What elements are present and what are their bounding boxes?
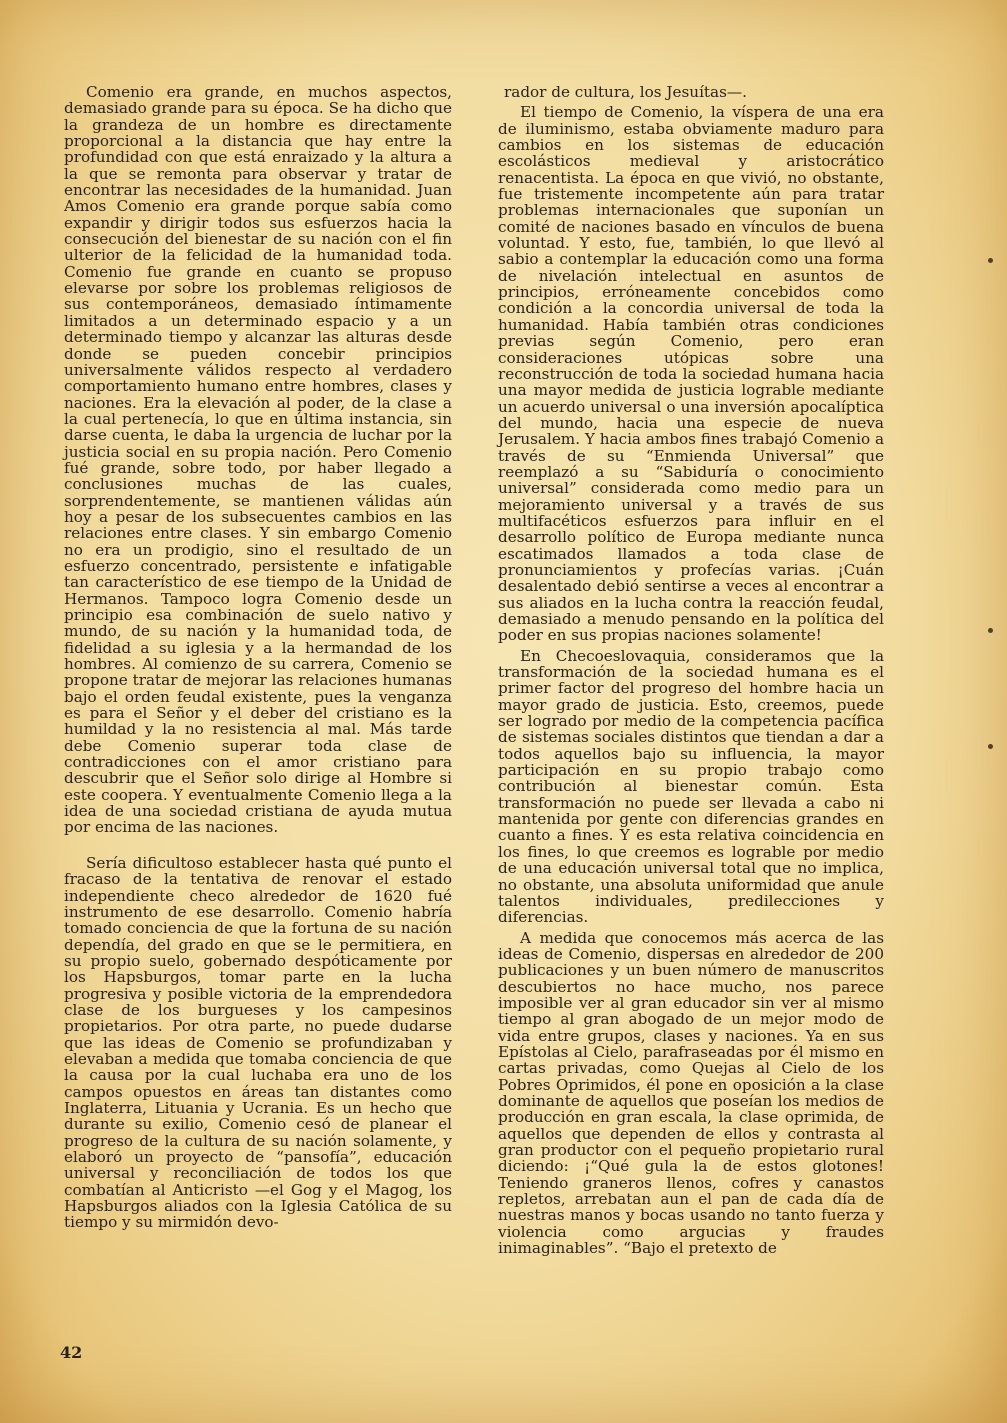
- paragraph: En Checoeslovaquia, consideramos que la transformación de la sociedad humana es el primer factor del progreso del hombre hacia un mayor grado de justicia. Esto, creemos, puede ser logrado por medio de la competencia pacífica de sistemas sociales distintos que tiendan a dar a todos aquellos bajo su influencia, la mayor participación en su propio trabajo como contribución al bienestar común. Esta transformación no puede ser llevada a cabo ni mantenida por gente con diferencias grandes en cuanto a fines. Y es esta relativa coincidencia en los fines, lo que creemos es lograble por medio de una educación universal total que no implica, no obstante, una absoluta uniformidad que anule talentos individuales, predilecciones y diferencias.: [498, 646, 884, 927]
- margin-speck: [988, 744, 993, 749]
- paragraph-continuation: rador de cultura, los Jesuítas—.: [504, 83, 747, 101]
- margin-speck: [988, 628, 993, 633]
- paragraph: Comenio era grande, en muchos aspectos, demasiado grande para su época. Se ha dicho que la grandeza de un hombre es directamente proporcional a la distancia que hay entre la profundidad con que está enraizado y la altura a la que se remonta para observar y tratar de encontrar las necesidades de la humanidad. Juan Amos Comenio era grande porque sabía como expandir y dirigir todos sus esfuerzos hacia la consecución del bienestar de su nación con el fin ulterior de la felicidad de la humanidad toda. Comenio fue grande en cuanto se propuso elevarse por sobre los problemas religiosos de sus contemporáneos, demasiado íntimamente limitados a un determinado espacio y a un determinado tiempo y alcanzar las alturas desde donde se pueden concebir principios universalmente válidos respecto al verdadero comportamiento humano entre hombres, clases y naciones. Era la elevación al poder, de la clase a la cual pertenecía, lo que en última instancia, sin darse cuenta, le daba la urgencia de luchar por la justicia social en su propia nación. Pero Comenio fué grande, sobre todo, por haber llegado a conclusiones muchas de las cuales, sorprendentemente, se mantienen válidas aún hoy a pesar de los subsecuentes cambios en las relaciones entre clases. Y sin embargo Comenio no era un prodigio, sino el resultado de un esfuerzo concentrado, persistente e infatigable tan característico de ese tiempo de la Unidad de Hermanos. Tampoco logra Comenio desde un principio esa combinación de suelo nativo y mundo, de su nación y la humanidad toda, de fidelidad a su iglesia y a la hermandad de los hombres. Al comienzo de su carrera, Comenio se propone tratar de mejorar las relaciones humanas bajo el orden feudal existente, pues la venganza es para el Señor y el deber del cristiano es la humildad y la no resistencia al mal. Más tarde debe Comenio superar toda clase de contradicciones con el amor cristiano para descubrir que el Señor solo dirige al Hombre si este coopera. Y eventualmente Comenio llega a la idea de una sociedad cristiana de ayuda mutua por encima de las naciones.: [64, 83, 452, 837]
- paragraph: Sería dificultoso establecer hasta qué punto el fracaso de la tentativa de renovar el estado independiente checo alrededor de 1620 fué instrumento de ese desarrollo. Comenio habría tomado conciencia de que la fortuna de su nación dependía, del grado en que se le permitiera, en su propio suelo, gobernado despóticamente por los Hapsburgos, tomar parte en la lucha progresiva y posible victoria de la emprendedora clase de los burgueses y los campesinos propietarios. Por otra parte, no puede dudarse que las ideas de Comenio se profundizaban y elevaban a medida que tomaba conciencia de que la causa por la cual luchaba era uno de los campos opuestos en áreas tan distantes como Inglaterra, Lituania y Ucrania. Es un hecho que durante su exilio, Comenio cesó de planear el progreso de la cultura de su nación solamente, y elaboró un proyecto de “pansofía”, educación universal y reconciliación de todos los que combatían al Anticristo —el Gog y el Magog, los Hapsburgos aliados con la Iglesia Católica de su tiempo y su mirmidón devo-: [64, 853, 452, 1232]
- margin-speck: [988, 258, 993, 263]
- left-column: [64, 84, 452, 1231]
- page-number: 42: [60, 1343, 83, 1362]
- paragraph: A medida que conocemos más acerca de las ideas de Comenio, dispersas en alrededor de 200 publicaciones y un buen número de manuscritos descubiertos no hace mucho, nos parece imposible ver al gran educador sin ver al mismo tiempo al gran abogado de un mejor modo de vida entre grupos, clases y naciones. Ya en sus Epístolas al Cielo, parafraseadas por él mismo en cartas privadas, como Quejas al Cielo de los Pobres Oprimidos, él pone en oposición a la clase dominante de aquellos que poseían los medios de producción en gran escala, la clase oprimida, de aquellos que dependen de ellos y contrasta al gran productor con el pequeño propietario rural diciendo: ¡“Qué gula la de estos glotones! Teniendo graneros llenos, cofres y canastos repletos, arrebatan aun el pan de cada día de nuestras manos y bocas usando no tanto fuerza y violencia como argucias y fraudes inimaginables”. “Bajo el pretexto de: [498, 928, 884, 1258]
- right-column: [498, 84, 884, 1256]
- paragraph: El tiempo de Comenio, la víspera de una era de iluminismo, estaba obviamente maduro para cambios en los sistemas de educación escolásticos medieval y aristocrático renacentista. La época en que vivió, no obstante, fue tristemente incompetente aún para tratar problemas internacionales que suponían un comité de naciones basado en vínculos de buena voluntad. Y esto, fue, también, lo que llevó al sabio a contemplar la educación como una forma de nivelación intelectual en asuntos de principios, erróneamente concebidos como condición a la concordia universal de toda la humanidad. Había también otras condiciones previas según Comenio, pero eran consideraciones utópicas sobre una reconstrucción de toda la sociedad humana hacia una mayor medida de justicia lograble mediante un acuerdo universal o una inversión apocalíptica del mundo, hacia una especie de nueva Jerusalem. Y hacia ambos fines trabajó Comenio a través de su “Enmienda Universal” que reemplazó a su “Sabiduría o conocimiento universal” considerada como medio para un mejoramiento universal y a través de sus multifacéticos esfuerzos para influir en el desarrollo político de Europa mediante nunca escatimados llamados a toda clase de pronunciamientos y profecías varias. ¡Cuán desalentado debió sentirse a veces al encontrar a sus aliados en la lucha contra la reacción feudal, demasiado a menudo pensando en la política del poder en sus propias naciones solamente!: [498, 103, 884, 645]
